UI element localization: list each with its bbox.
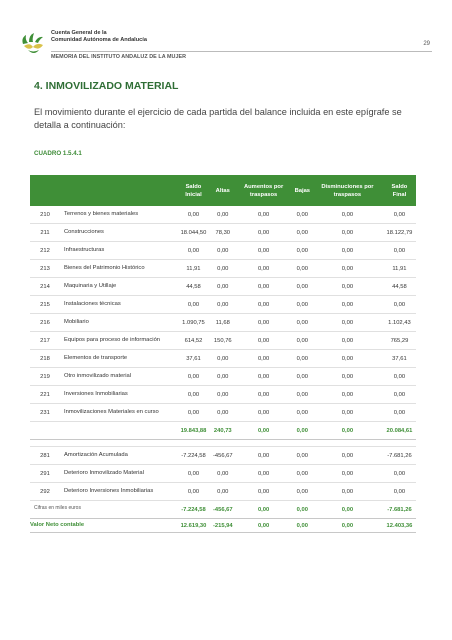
- value-cell: 0,00: [293, 314, 312, 332]
- value-cell: 11,68: [211, 314, 235, 332]
- value-cell: 0,00: [383, 404, 416, 422]
- account-code: 217: [30, 332, 60, 350]
- table-caption: CUADRO 1.5.4.1: [34, 150, 82, 157]
- value-cell: 150,76: [211, 332, 235, 350]
- value-cell: 0,00: [312, 386, 383, 404]
- value-cell: 0,00: [312, 206, 383, 224]
- value-cell: 20.084,61: [383, 422, 416, 440]
- account-code: 214: [30, 278, 60, 296]
- value-cell: -7.681,26: [383, 501, 416, 519]
- column-header-altas: Altas: [211, 175, 235, 206]
- account-description: Infraestructuras: [60, 242, 176, 260]
- value-cell: 0,00: [312, 519, 383, 533]
- table-row: [30, 350, 416, 368]
- value-cell: 0,00: [235, 465, 293, 483]
- table-row: [30, 206, 416, 224]
- account-code: 221: [30, 386, 60, 404]
- account-description: Inversiones Inmobiliarias: [60, 386, 176, 404]
- account-description: Maquinaria y Utillaje: [60, 278, 176, 296]
- value-cell: 0,00: [235, 447, 293, 465]
- value-cell: 0,00: [312, 422, 383, 440]
- value-cell: 0,00: [211, 465, 235, 483]
- column-header-desc: [60, 175, 176, 206]
- table-row: [30, 224, 416, 242]
- value-cell: 0,00: [235, 332, 293, 350]
- value-cell: 0,00: [235, 422, 293, 440]
- value-cell: 0,00: [235, 501, 293, 519]
- value-cell: 0,00: [293, 465, 312, 483]
- empty-cell: [30, 422, 60, 440]
- value-cell: 0,00: [312, 404, 383, 422]
- value-cell: 0,00: [312, 224, 383, 242]
- movements-table: [30, 175, 416, 533]
- value-cell: 0,00: [383, 368, 416, 386]
- table-row: [30, 483, 416, 501]
- value-cell: 0,00: [235, 404, 293, 422]
- value-cell: 0,00: [312, 465, 383, 483]
- value-cell: 0,00: [293, 447, 312, 465]
- column-header-aumentos: Aumentos por traspasos: [235, 175, 293, 206]
- value-cell: 0,00: [383, 465, 416, 483]
- table-row: [30, 368, 416, 386]
- value-cell: 0,00: [235, 519, 293, 533]
- column-header-disminuciones: Disminuciones por traspasos: [312, 175, 383, 206]
- value-cell: 0,00: [176, 368, 211, 386]
- value-cell: -7.681,26: [383, 447, 416, 465]
- value-cell: 1.102,43: [383, 314, 416, 332]
- account-code: 210: [30, 206, 60, 224]
- value-cell: 0,00: [211, 368, 235, 386]
- account-code: 211: [30, 224, 60, 242]
- value-cell: 0,00: [211, 386, 235, 404]
- spacer-row: [30, 440, 416, 447]
- value-cell: 0,00: [312, 332, 383, 350]
- value-cell: 0,00: [235, 350, 293, 368]
- account-code: 212: [30, 242, 60, 260]
- value-cell: -456,67: [211, 447, 235, 465]
- value-cell: 0,00: [293, 224, 312, 242]
- value-cell: 18.122,79: [383, 224, 416, 242]
- value-cell: 0,00: [312, 278, 383, 296]
- value-cell: 0,00: [293, 483, 312, 501]
- total-label: Valor Neto contable: [30, 519, 176, 533]
- value-cell: 0,00: [235, 278, 293, 296]
- page-header: [20, 28, 432, 61]
- junta-andalucia-logo: [20, 30, 46, 56]
- table-row: [30, 242, 416, 260]
- value-cell: 0,00: [383, 483, 416, 501]
- value-cell: 0,00: [211, 260, 235, 278]
- value-cell: 0,00: [383, 206, 416, 224]
- value-cell: 12.403,36: [383, 519, 416, 533]
- value-cell: 0,00: [211, 483, 235, 501]
- value-cell: 0,00: [293, 332, 312, 350]
- value-cell: 0,00: [312, 350, 383, 368]
- table-row: [30, 465, 416, 483]
- document-subtitle: MEMORIA DEL INSTITUTO ANDALUZ DE LA MUJER: [51, 54, 187, 60]
- value-cell: 0,00: [211, 206, 235, 224]
- account-code: 215: [30, 296, 60, 314]
- value-cell: 0,00: [293, 206, 312, 224]
- empty-cell: [60, 422, 176, 440]
- account-description: Construcciones: [60, 224, 176, 242]
- account-description: Mobiliario: [60, 314, 176, 332]
- account-code: 219: [30, 368, 60, 386]
- column-header-saldo-inicial: Saldo Inicial: [176, 175, 211, 206]
- org-name: [51, 30, 147, 43]
- account-code: 231: [30, 404, 60, 422]
- table-row: [30, 332, 416, 350]
- page-number: 29: [423, 41, 430, 47]
- value-cell: 0,00: [312, 242, 383, 260]
- value-cell: 0,00: [293, 260, 312, 278]
- value-cell: 78,30: [211, 224, 235, 242]
- subtotal-row: [30, 501, 416, 519]
- value-cell: 0,00: [312, 368, 383, 386]
- value-cell: 0,00: [293, 519, 312, 533]
- value-cell: -456,67: [211, 501, 235, 519]
- account-description: Instalaciones técnicas: [60, 296, 176, 314]
- subtotal-row: [30, 422, 416, 440]
- value-cell: 0,00: [312, 501, 383, 519]
- value-cell: 0,00: [235, 296, 293, 314]
- value-cell: 12.619,30: [176, 519, 211, 533]
- account-description: Equipos para proceso de información: [60, 332, 176, 350]
- value-cell: 44,58: [383, 278, 416, 296]
- value-cell: 0,00: [383, 242, 416, 260]
- section-title: 4. INMOVILIZADO MATERIAL: [34, 80, 179, 92]
- column-header-saldo-final: Saldo Final: [383, 175, 416, 206]
- value-cell: 0,00: [312, 296, 383, 314]
- value-cell: 0,00: [293, 296, 312, 314]
- table-row: [30, 296, 416, 314]
- value-cell: 0,00: [235, 368, 293, 386]
- column-header-code: [30, 175, 60, 206]
- value-cell: 0,00: [211, 278, 235, 296]
- value-cell: 0,00: [383, 296, 416, 314]
- value-cell: 0,00: [176, 242, 211, 260]
- account-code: 281: [30, 447, 60, 465]
- spacer-cell: [30, 440, 416, 447]
- value-cell: 37,61: [383, 350, 416, 368]
- value-cell: 18.044,50: [176, 224, 211, 242]
- intro-paragraph: El movimiento durante el ejercicio de cada partida del balance incluida en este epígrafe se detalla a continuación:: [34, 107, 402, 130]
- value-cell: 0,00: [312, 447, 383, 465]
- table-row: [30, 278, 416, 296]
- value-cell: 0,00: [293, 350, 312, 368]
- table-row: [30, 260, 416, 278]
- org-name-line2: Comunidad Autónoma de Andalucía: [51, 36, 147, 43]
- value-cell: 0,00: [235, 386, 293, 404]
- value-cell: 0,00: [211, 242, 235, 260]
- value-cell: 0,00: [312, 483, 383, 501]
- table-row: [30, 404, 416, 422]
- value-cell: 0,00: [176, 296, 211, 314]
- value-cell: 0,00: [211, 350, 235, 368]
- value-cell: 0,00: [383, 386, 416, 404]
- value-cell: 0,00: [176, 465, 211, 483]
- account-description: Deterioro Inmovilizado Material: [60, 465, 176, 483]
- value-cell: 0,00: [235, 206, 293, 224]
- account-description: Amortización Acumulada: [60, 447, 176, 465]
- account-description: Otro inmovilizado material: [60, 368, 176, 386]
- value-cell: -7.224,58: [176, 501, 211, 519]
- value-cell: 0,00: [235, 314, 293, 332]
- value-cell: 11,91: [176, 260, 211, 278]
- value-cell: 0,00: [293, 368, 312, 386]
- table-header-row: [30, 175, 416, 206]
- value-cell: 37,61: [176, 350, 211, 368]
- value-cell: 0,00: [293, 386, 312, 404]
- value-cell: 44,58: [176, 278, 211, 296]
- value-cell: 0,00: [293, 242, 312, 260]
- value-cell: 0,00: [293, 501, 312, 519]
- value-cell: 0,00: [235, 483, 293, 501]
- value-cell: 0,00: [312, 260, 383, 278]
- value-cell: 0,00: [176, 206, 211, 224]
- account-code: 213: [30, 260, 60, 278]
- table-row: [30, 447, 416, 465]
- value-cell: 19.843,88: [176, 422, 211, 440]
- account-description: Inmovilizaciones Materiales en curso: [60, 404, 176, 422]
- value-cell: -7.224,58: [176, 447, 211, 465]
- value-cell: -215,94: [211, 519, 235, 533]
- value-cell: 0,00: [176, 483, 211, 501]
- value-cell: 240,73: [211, 422, 235, 440]
- total-row: [30, 519, 416, 533]
- account-code: 292: [30, 483, 60, 501]
- footnote: Cifras en miles euros: [34, 505, 81, 511]
- value-cell: 1.090,75: [176, 314, 211, 332]
- value-cell: 0,00: [312, 314, 383, 332]
- value-cell: 0,00: [176, 386, 211, 404]
- column-header-bajas: Bajas: [293, 175, 312, 206]
- table-row: [30, 314, 416, 332]
- value-cell: 0,00: [293, 422, 312, 440]
- account-description: Elementos de transporte: [60, 350, 176, 368]
- table-row: [30, 386, 416, 404]
- value-cell: 0,00: [235, 260, 293, 278]
- value-cell: 0,00: [176, 404, 211, 422]
- value-cell: 0,00: [211, 296, 235, 314]
- value-cell: 0,00: [293, 404, 312, 422]
- value-cell: 0,00: [235, 224, 293, 242]
- account-description: Bienes del Patrimonio Histórico: [60, 260, 176, 278]
- value-cell: 614,52: [176, 332, 211, 350]
- value-cell: 765,29: [383, 332, 416, 350]
- account-code: 218: [30, 350, 60, 368]
- account-description: Terrenos y bienes materiales: [60, 206, 176, 224]
- value-cell: 0,00: [293, 278, 312, 296]
- org-name-line1: Cuenta General de la: [51, 30, 107, 36]
- account-description: Deterioro Inversiones Inmobiliarias: [60, 483, 176, 501]
- header-divider: [51, 51, 432, 52]
- value-cell: 0,00: [235, 242, 293, 260]
- account-code: 216: [30, 314, 60, 332]
- value-cell: 0,00: [211, 404, 235, 422]
- account-code: 291: [30, 465, 60, 483]
- value-cell: 11,91: [383, 260, 416, 278]
